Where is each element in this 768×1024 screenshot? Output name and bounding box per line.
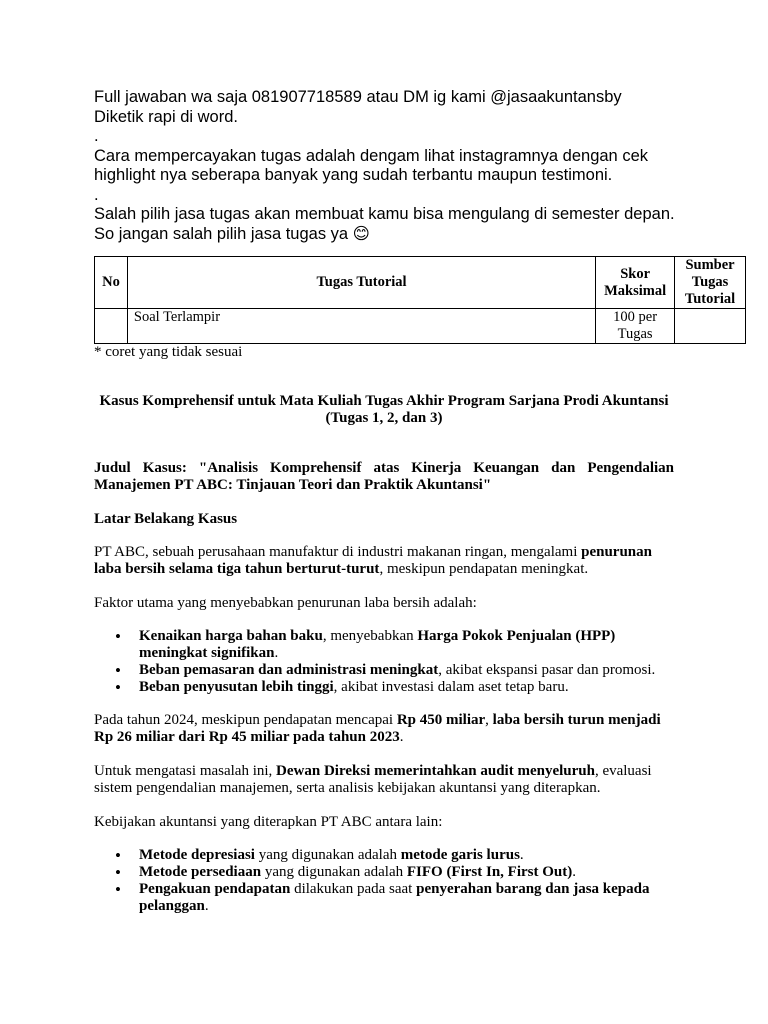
- text-run: .: [519, 847, 524, 863]
- promo-dot: .: [94, 127, 99, 145]
- text-run-bold: metode garis lurus: [400, 847, 520, 863]
- text-run-bold: Harga Pokok Penjualan (HPP) meningkat signifikan: [139, 628, 616, 661]
- table-row: [95, 309, 746, 344]
- text-run: .: [274, 645, 279, 661]
- header-score: Skor Maksimal: [596, 257, 675, 309]
- header-source: Sumber Tugas Tutorial: [675, 257, 746, 309]
- text-run-bold: Kenaikan harga bahan baku: [139, 628, 323, 644]
- case-title-sub: (Tugas 1, 2, dan 3): [325, 410, 443, 426]
- policies-list: [94, 847, 684, 915]
- text-run: yang digunakan adalah: [254, 847, 401, 863]
- paragraph-policies-intro: Kebijakan akuntansi yang diterapkan PT ABC antara lain:: [94, 814, 443, 830]
- paragraph-factors-intro: Faktor utama yang menyebabkan penurunan laba bersih adalah:: [94, 595, 477, 611]
- list-item: [94, 864, 684, 881]
- text-run-bold: Dewan Direksi memerintahkan audit menyeluruh: [276, 763, 595, 779]
- text-run: , meskipun pendapatan meningkat.: [379, 561, 589, 577]
- factors-list: [94, 628, 684, 696]
- text-run: .: [204, 898, 209, 914]
- text-run: yang digunakan adalah: [261, 864, 407, 880]
- header-task: Tugas Tutorial: [127, 257, 595, 309]
- text-run: Untuk mengatasi masalah ini,: [94, 763, 277, 779]
- text-run-bold: FIFO (First In, First Out): [406, 864, 573, 880]
- text-run-bold: Beban pemasaran dan administrasi meningkat: [139, 662, 439, 678]
- header-no: No: [95, 257, 128, 309]
- text-run-bold: Pengakuan pendapatan: [139, 881, 291, 897]
- text-run-bold: Metode persediaan: [139, 864, 262, 880]
- footnote: * coret yang tidak sesuai: [94, 344, 243, 360]
- cell-no: [95, 309, 128, 344]
- text-run-bold: laba bersih turun menjadi Rp 26 miliar dari Rp 45 miliar pada tahun 2023: [94, 712, 661, 745]
- list-item: [94, 881, 684, 915]
- text-run-bold: penyerahan barang dan jasa kepada pelanggan: [139, 881, 650, 914]
- text-run: , menyebabkan: [322, 628, 418, 644]
- case-title-main: Kasus Komprehensif untuk Mata Kuliah Tugas Akhir Program Sarjana Prodi Akuntansi: [99, 393, 669, 409]
- text-run: , evaluasi sistem pengendalian manajemen, serta analisis kebijakan akuntansi yang diterapkan.: [94, 763, 652, 796]
- list-item: [94, 662, 684, 679]
- case-judul: Judul Kasus: "Analisis Komprehensif atas Kinerja Keuangan dan Pengendalian Manajemen PT ABC: Tinjauan Teori dan Praktik Akuntansi": [94, 460, 674, 493]
- paragraph-2024-results: [94, 712, 674, 746]
- text-run: PT ABC, sebuah perusahaan manufaktur di industri makanan ringan, mengalami: [94, 544, 582, 560]
- cell-score: 100 per Tugas: [596, 309, 675, 344]
- text-run: Pada tahun 2024, meskipun pendapatan mencapai: [94, 712, 397, 728]
- list-item: [94, 628, 684, 662]
- text-run: .: [572, 864, 577, 880]
- case-title: [94, 393, 674, 427]
- text-run-bold: Rp 450 miliar: [396, 712, 486, 728]
- text-run: ,: [485, 712, 493, 728]
- list-item: [94, 847, 684, 864]
- promo-word-line: Diketik rapi di word.: [94, 107, 238, 126]
- promo-trust-line: Cara mempercayakan tugas adalah dengam lihat instagramnya dengan cek highlight nya seberapa banyak yang sudah terbantu maupun testimoni.: [94, 146, 648, 184]
- tutorial-task-table: [94, 256, 746, 344]
- text-run-bold: Metode depresiasi: [139, 847, 255, 863]
- table-header-row: [95, 257, 746, 309]
- list-item: [94, 679, 684, 696]
- latar-heading: Latar Belakang Kasus: [94, 511, 238, 527]
- text-run: dilakukan pada saat: [290, 881, 417, 897]
- cell-task: Soal Terlampir: [127, 309, 595, 344]
- text-run: , akibat investasi dalam aset tetap baru.: [333, 679, 569, 695]
- text-run: , akibat ekspansi pasar dan promosi.: [438, 662, 656, 678]
- promo-warning-line: Salah pilih jasa tugas akan membuat kamu bisa mengulang di semester depan. So jangan salah pilih jasa tugas ya 😊: [94, 205, 675, 243]
- text-run-bold: penurunan laba bersih selama tiga tahun berturut-turut: [94, 544, 652, 577]
- text-run-bold: Beban penyusutan lebih tinggi: [139, 679, 334, 695]
- text-run: .: [399, 729, 404, 745]
- promo-intro: [94, 88, 694, 244]
- paragraph-background: [94, 544, 674, 578]
- promo-contact-line: Full jawaban wa saja 081907718589 atau DM ig kami @jasaakuntansby: [94, 88, 622, 106]
- paragraph-audit: [94, 763, 674, 797]
- promo-dot: .: [94, 185, 99, 204]
- cell-source: [675, 309, 746, 344]
